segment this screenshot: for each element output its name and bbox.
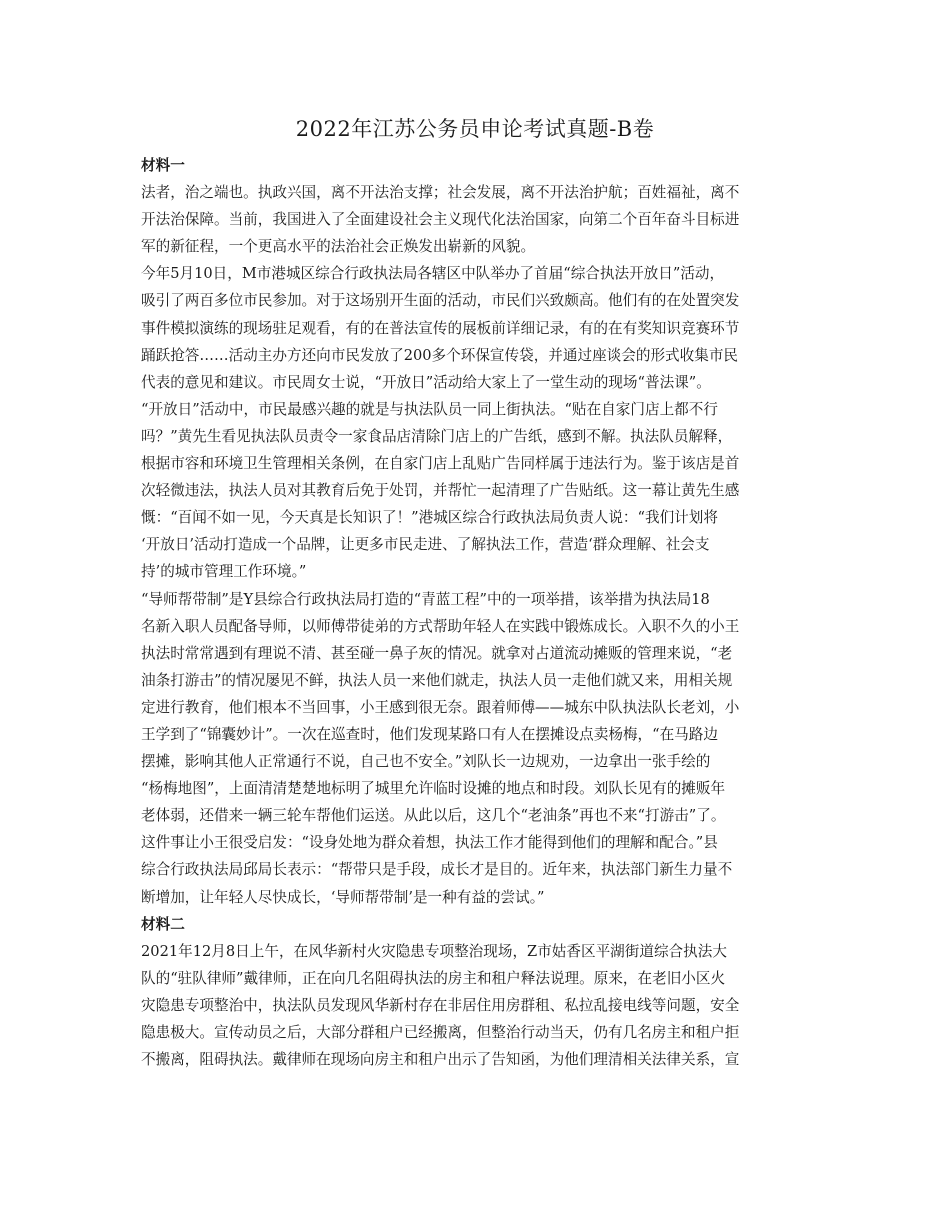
text-line: “杨梅地图”，上面清清楚楚地标明了城里允许临时设摊的地点和时段。刘队长见有的摊贩年 (141, 780, 726, 798)
text-line: 开法治保障。当前，我国进入了全面建设社会主义现代化法治国家，向第二个百年奋斗目标进 (141, 211, 740, 229)
text-line: “开放日”活动中，市民最感兴趣的就是与执法队员一同上街执法。“贴在自家门店上都不行 (141, 400, 718, 418)
text-line: 次轻微违法，执法人员对其教育后免于处罚，并帮忙一起清理了广告贴纸。这一幕让黄先生感 (141, 482, 740, 500)
text-line: 定进行教育，他们根本不当回事，小王感到很无奈。跟着师傅——城东中队执法队长老刘，小 (141, 698, 740, 716)
section-heading: 材料一 (141, 157, 185, 174)
text-line: 队的“驻队律师”戴律师，正在向几名阻碍执法的房主和租户释法说理。原来，在老旧小区火 (141, 969, 726, 987)
text-line: 摆摊，影响其他人正常通行不说，自己也不安全。”刘队长一边规劝，一边拿出一张手绘的 (141, 753, 711, 771)
text-line: 油条打游击”的情况屡见不鲜，执法人员一来他们就走，执法人员一走他们就又来，用相关规 (141, 671, 733, 689)
document-body (141, 152, 811, 1073)
text-line: 根据市容和环境卫生管理相关条例，在自家门店上乱贴广告同样属于违法行为。鉴于该店是首 (141, 455, 740, 473)
text-line: 吸引了两百多位市民参加。对于这场别开生面的活动，市民们兴致颇高。他们有的在处置突发 (141, 292, 740, 310)
text-line: 不搬离，阻碍执法。戴律师在现场向房主和租户出示了告知函，为他们理清相关法律关系，宣 (141, 1051, 740, 1069)
section-heading: 材料二 (141, 915, 185, 933)
text-line: 慨：“百闻不如一见，今天真是长知识了！”港城区综合行政执法局负责人说：“我们计划将 (141, 509, 718, 527)
text-line: 军的新征程，一个更高水平的法治社会正焕发出崭新的风貌。 (141, 238, 536, 256)
text-line: 断增加，让年轻人尽快成长，‘导师帮带制’是一种有益的尝试。” (141, 888, 545, 906)
text-line: 2021年12月8日上午，在风华新村火灾隐患专项整治现场，Z市姑香区平湖街道综合执法大 (141, 942, 727, 960)
text-line: 吗？”黄先生看见执法队员责令一家食品店清除门店上的广告纸，感到不解。执法队员解释， (141, 427, 733, 445)
text-line: 这件事让小王很受启发：“设身处地为群众着想，执法工作才能得到他们的理解和配合。”县 (141, 834, 718, 852)
text-line: 踊跃抢答……活动主办方还向市民发放了200多个环保宣传袋，并通过座谈会的形式收集市民 (141, 346, 739, 364)
text-line: 灾隐患专项整治中，执法队员发现风华新村存在非居住用房群租、私拉乱接电线等问题，安全 (141, 996, 740, 1014)
text-line: 代表的意见和建议。市民周女士说，“开放日”活动给大家上了一堂生动的现场“普法课”。 (141, 373, 711, 391)
text-line: 执法时常常遇到有理说不清、甚至碰一鼻子灰的情况。就拿对占道流动摊贩的管理来说，“老 (141, 644, 733, 662)
text-line: 持’的城市管理工作环境。” (141, 563, 307, 581)
text-line: “导师帮带制”是Y县综合行政执法局打造的“青蓝工程”中的一项举措，该举措为执法局18 (141, 590, 710, 608)
text-line: 今年5月10日，M市港城区综合行政执法局各辖区中队举办了首届“综合执法开放日”活动， (141, 265, 725, 283)
text-line: 老体弱，还借来一辆三轮车帮他们运送。从此以后，这几个“老油条”再也不来“打游击”了。 (141, 807, 726, 825)
text-line: 隐患极大。宣传动员之后，大部分群租户已经搬离，但整治行动当天，仍有几名房主和租户拒 (141, 1024, 740, 1041)
text-line: ‘开放日’活动打造成一个品牌，让更多市民走进、了解执法工作，营造‘群众理解、社会支 (141, 536, 710, 554)
text-line: 事件模拟演练的现场驻足观看，有的在普法宣传的展板前详细记录，有的在有奖知识竞赛环节 (141, 319, 740, 337)
document-title: 2022年江苏公务员申论考试真题-B卷 (295, 117, 655, 141)
text-line: 综合行政执法局邱局长表示：“帮带只是手段，成长才是目的。近年来，执法部门新生力量不 (141, 861, 733, 879)
text-line: 王学到了“锦囊妙计”。一次在巡查时，他们发现某路口有人在摆摊设点卖杨梅，“在马路边 (141, 725, 718, 743)
text-line: 名新入职人员配备导师，以师傅带徒弟的方式帮助年轻人在实践中锻炼成长。入职不久的小王 (141, 617, 740, 635)
text-line: 法者，治之端也。执政兴国，离不开法治支撑；社会发展，离不开法治护航；百姓福祉，离不 (141, 184, 740, 202)
